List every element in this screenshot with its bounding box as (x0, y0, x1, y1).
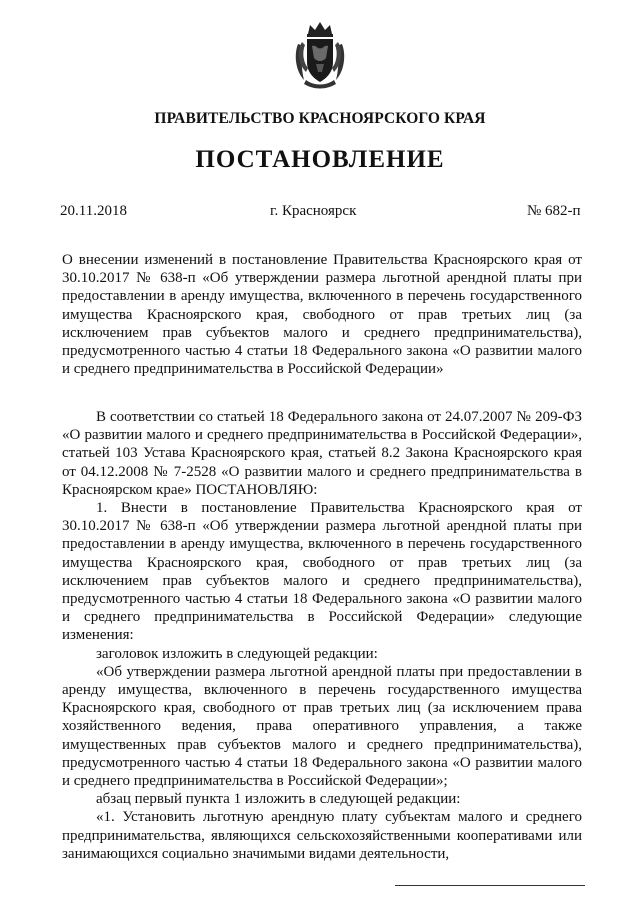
body-paragraph-new-title: «Об утверждении размера льготной арендной платы при предоставлении в аренду имущества, включенного в перечень государственного имущества Красноярского края, свободного от прав третьих лиц (за исключением права хозяйственного ведения, права оперативного управления, а также имущественных прав субъектов малого и среднего предпринимательства), предусмотренного частью 4 статьи 18 Федерального закона «О развитии малого и среднего предпринимательства в Российской Федерации»; (62, 663, 582, 790)
body-paragraph-new-clause: «1. Установить льготную арендную плату субъектам малого и среднего предпринимательства, являющихся сельскохозяйственными кооперативами или занимающихся социально значимыми видами деятельности, (62, 809, 582, 862)
footer-line (395, 885, 585, 886)
document-type-title: ПОСТАНОВЛЕНИЕ (195, 146, 445, 173)
body-paragraph-item-1: 1. Внести в постановление Правительства Красноярского края от 30.10.2017 № 638-п «Об утверждении размера льготной арендной платы при предоставлении в аренду имущества, включенного в перечень государственного имущества Красноярского края, свободного от прав третьих лиц (за исключением прав субъектов малого и среднего предпринимательства), предусмотренного частью 4 статьи 18 Федерального закона «О развитии малого и среднего предпринимательства в Российской Федерации» следующие изменения: (62, 500, 582, 644)
subject-text: О внесении изменений в постановление Правительства Красноярского края от 30.10.2017 № 638-п «Об утверждении размера льготной арендной платы при предоставлении в аренду имущества, включенного в перечень государственного имущества Красноярского края, свободного от прав третьих лиц (за исключением прав субъектов малого и среднего предпринимательства), предусмотренного частью 4 статьи 18 Федерального закона «О развитии малого и среднего предпринимательства в Российской Федерации» (62, 252, 582, 378)
document-date: 20.11.2018 (60, 203, 127, 219)
document-subject (62, 251, 582, 378)
document-city: г. Красноярск (270, 203, 357, 219)
document-body (62, 408, 582, 863)
body-paragraph-clause-change: абзац первый пункта 1 изложить в следующей редакции: (96, 791, 461, 808)
body-paragraph-heading-change: заголовок изложить в следующей редакции: (96, 645, 378, 662)
coat-of-arms-icon (292, 20, 348, 90)
body-paragraph-preamble: В соответствии со статьей 18 Федерального закона от 24.07.2007 № 209-ФЗ «О развитии малого и среднего предпринимательства в Российской Федерации», статьей 103 Устава Красноярского края, статьей 8.2 Закона Красноярского края от 04.12.2008 № 7-2528 «О развитии малого и среднего предпринимательства в Красноярском крае» ПОСТАНОВЛЯЮ: (62, 409, 582, 498)
government-name: ПРАВИТЕЛЬСТВО КРАСНОЯРСКОГО КРАЯ (154, 110, 486, 127)
document-number: № 682-п (527, 203, 581, 219)
